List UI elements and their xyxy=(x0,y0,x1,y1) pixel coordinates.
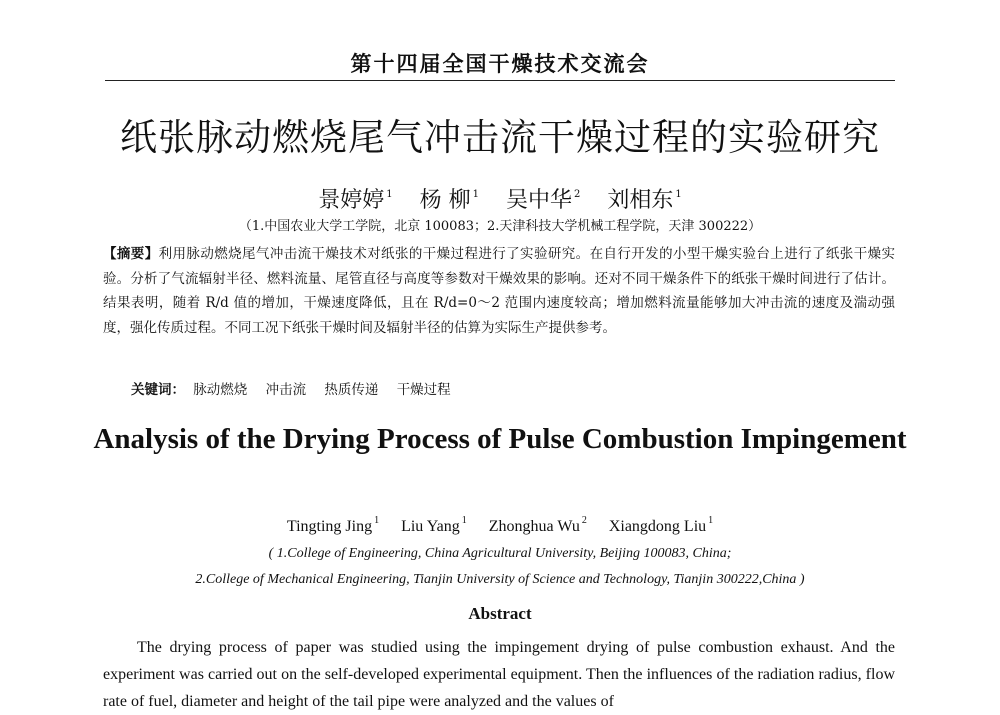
chinese-author: 景婷婷 $^1$ xyxy=(318,188,393,213)
english-abstract: The drying process of paper was studied using the impingement drying of pulse combustion exhaust. And the experiment was carried out on the self-developed experimental equipment. Then the influences of the radiation radius, flow rate of fuel, diameter and height of the tail pipe were analyzed and the values of xyxy=(103,639,895,710)
chinese-affiliation: （1.中国农业大学工学院，北京 100083；2.天津科技大学机械工程学院，天津 300222） xyxy=(238,219,762,234)
chinese-author: 吴中华 $^2$ xyxy=(505,188,581,213)
english-affiliation-1: ( 1.College of Engineering, China Agricultural University, Beijing 100083, China; xyxy=(268,546,732,561)
english-title: Analysis of the Drying Process of Pulse Combustion Impingement xyxy=(93,423,907,455)
english-affiliation-2: 2.College of Mechanical Engineering, Tianjin University of Science and Technology, Tianjin 300222,China ) xyxy=(195,572,805,587)
chinese-author: 刘相东 $^1$ xyxy=(607,188,682,213)
header-rule xyxy=(105,80,895,81)
keyword: 脉动燃烧 xyxy=(193,382,248,398)
english-author: Zhonghua Wu $^2$ xyxy=(488,515,587,535)
chinese-keywords xyxy=(131,378,465,398)
chinese-authors xyxy=(0,183,1000,214)
keyword: 冲击流 xyxy=(265,382,307,398)
english-authors xyxy=(0,515,1000,536)
english-author: Liu Yang $^1$ xyxy=(401,515,467,535)
english-author: Xiangdong Liu $^1$ xyxy=(608,515,714,535)
keyword: 热质传递 xyxy=(324,382,379,398)
chinese-title: 纸张脉动燃烧尾气冲击流干燥过程的实验研究 xyxy=(120,116,880,159)
conference-header: 第十四届全国干燥技术交流会 xyxy=(350,51,650,76)
chinese-author: 杨 柳 $^1$ xyxy=(419,188,479,213)
english-abstract-heading: Abstract xyxy=(468,604,532,623)
chinese-abstract xyxy=(103,242,895,340)
keyword: 干燥过程 xyxy=(396,382,451,398)
english-author: Tingting Jing $^1$ xyxy=(286,515,380,535)
chinese-abstract-label: 【摘要】 xyxy=(103,246,159,262)
chinese-abstract-text: 利用脉动燃烧尾气冲击流干燥技术对纸张的干燥过程进行了实验研究。在自行开发的小型干燥实验台上进行了纸张干燥实验。分析了气流辐射半径、燃料流量、尾管直径与高度等参数对干燥效果的影响。还对不同干燥条件下的纸张干燥时间进行了估计。结果表明，随着 R/d 值的增加，干燥速度降低，且在 R/d=0～2 范围内速度较高；增加燃料流量能够加大冲击流的速度及湍动强度，强化传质过程。不同工况下纸张干燥时间及辐射半径的估算为实际生产提供参考。 xyxy=(103,246,896,336)
keywords-label: 关键词： xyxy=(131,382,185,398)
